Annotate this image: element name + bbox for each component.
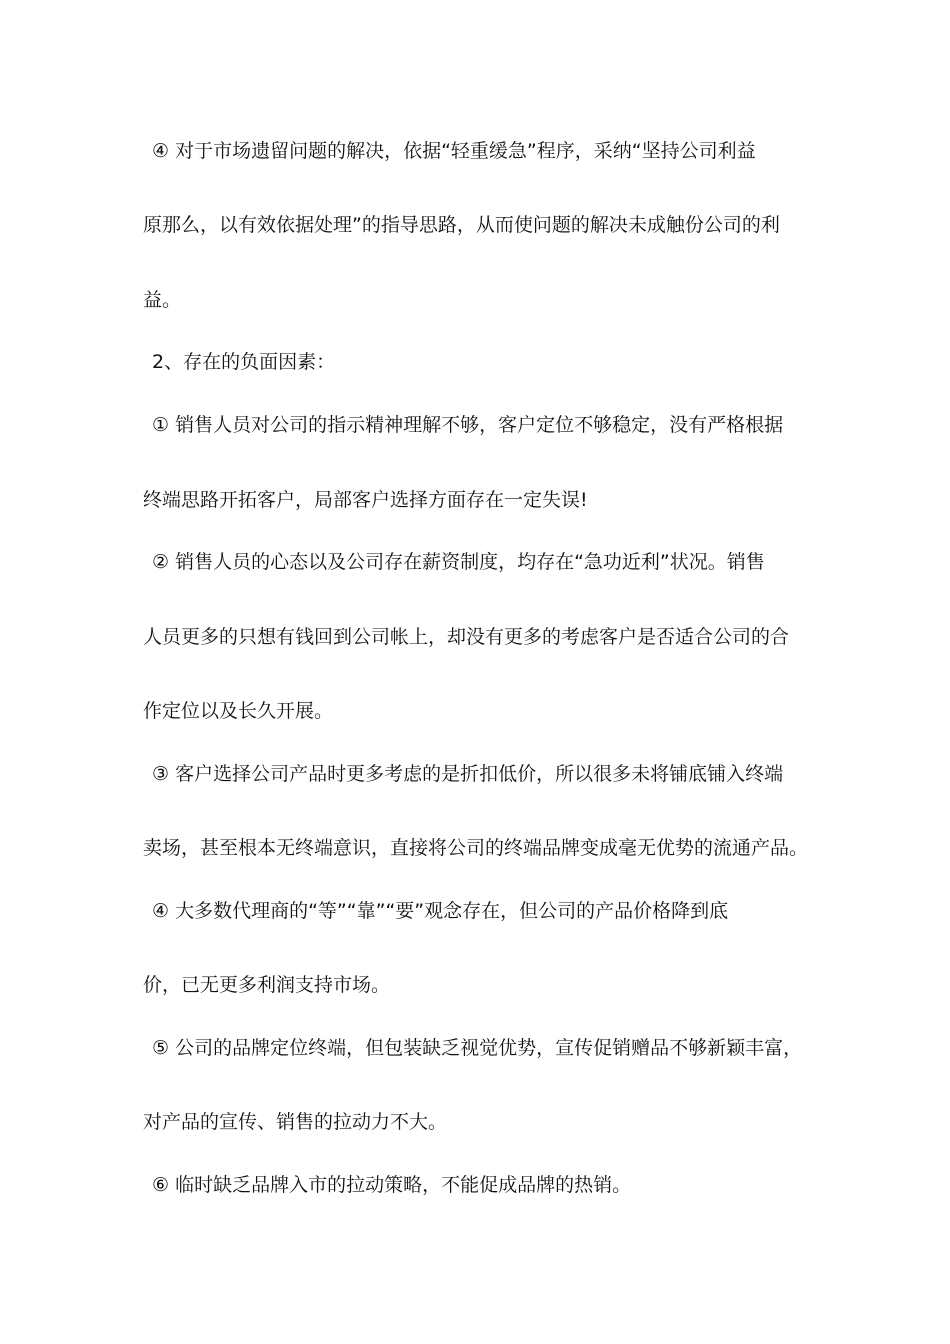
paragraph-line: 作定位以及长久开展。	[143, 700, 334, 722]
paragraph-line: ② 销售人员的心态以及公司存在薪资制度，均存在“急功近利”状况。销售	[152, 551, 765, 573]
paragraph-line: ⑥ 临时缺乏品牌入市的拉动策略，不能促成品牌的热销。	[152, 1174, 632, 1196]
paragraph-line: ① 销售人员对公司的指示精神理解不够，客户定位不够稳定，没有严格根据	[152, 414, 784, 436]
paragraph-line: ④ 大多数代理商的“等”“靠”“要”观念存在，但公司的产品价格降到底	[152, 900, 729, 922]
paragraph-line: 原那么，以有效依据处理”的指导思路，从而使问题的解决未成触份公司的利	[143, 214, 780, 236]
paragraph-line: 人员更多的只想有钱回到公司帐上，却没有更多的考虑客户是否适合公司的合	[143, 626, 790, 648]
section-heading: 2、存在的负面因素：	[152, 351, 336, 373]
paragraph-line: ④ 对于市场遗留问题的解决，依据“轻重缓急”程序，采纳“坚持公司利益	[152, 140, 756, 162]
paragraph-line: ⑤ 公司的品牌定位终端，但包装缺乏视觉优势，宣传促销赠品不够新颖丰富，	[152, 1037, 803, 1059]
paragraph-line: ③ 客户选择公司产品时更多考虑的是折扣低价，所以很多未将铺底铺入终端	[152, 763, 784, 785]
paragraph-line: 价，已无更多利润支持市场。	[143, 974, 391, 996]
paragraph-line: 终端思路开拓客户，局部客户选择方面存在一定失误!	[143, 489, 588, 511]
paragraph-line: 卖场，甚至根本无终端意识，直接将公司的终端品牌变成毫无优势的流通产品。	[143, 837, 809, 859]
paragraph-line: 对产品的宣传、销售的拉动力不大。	[143, 1111, 448, 1133]
paragraph-line: 益。	[143, 289, 182, 311]
